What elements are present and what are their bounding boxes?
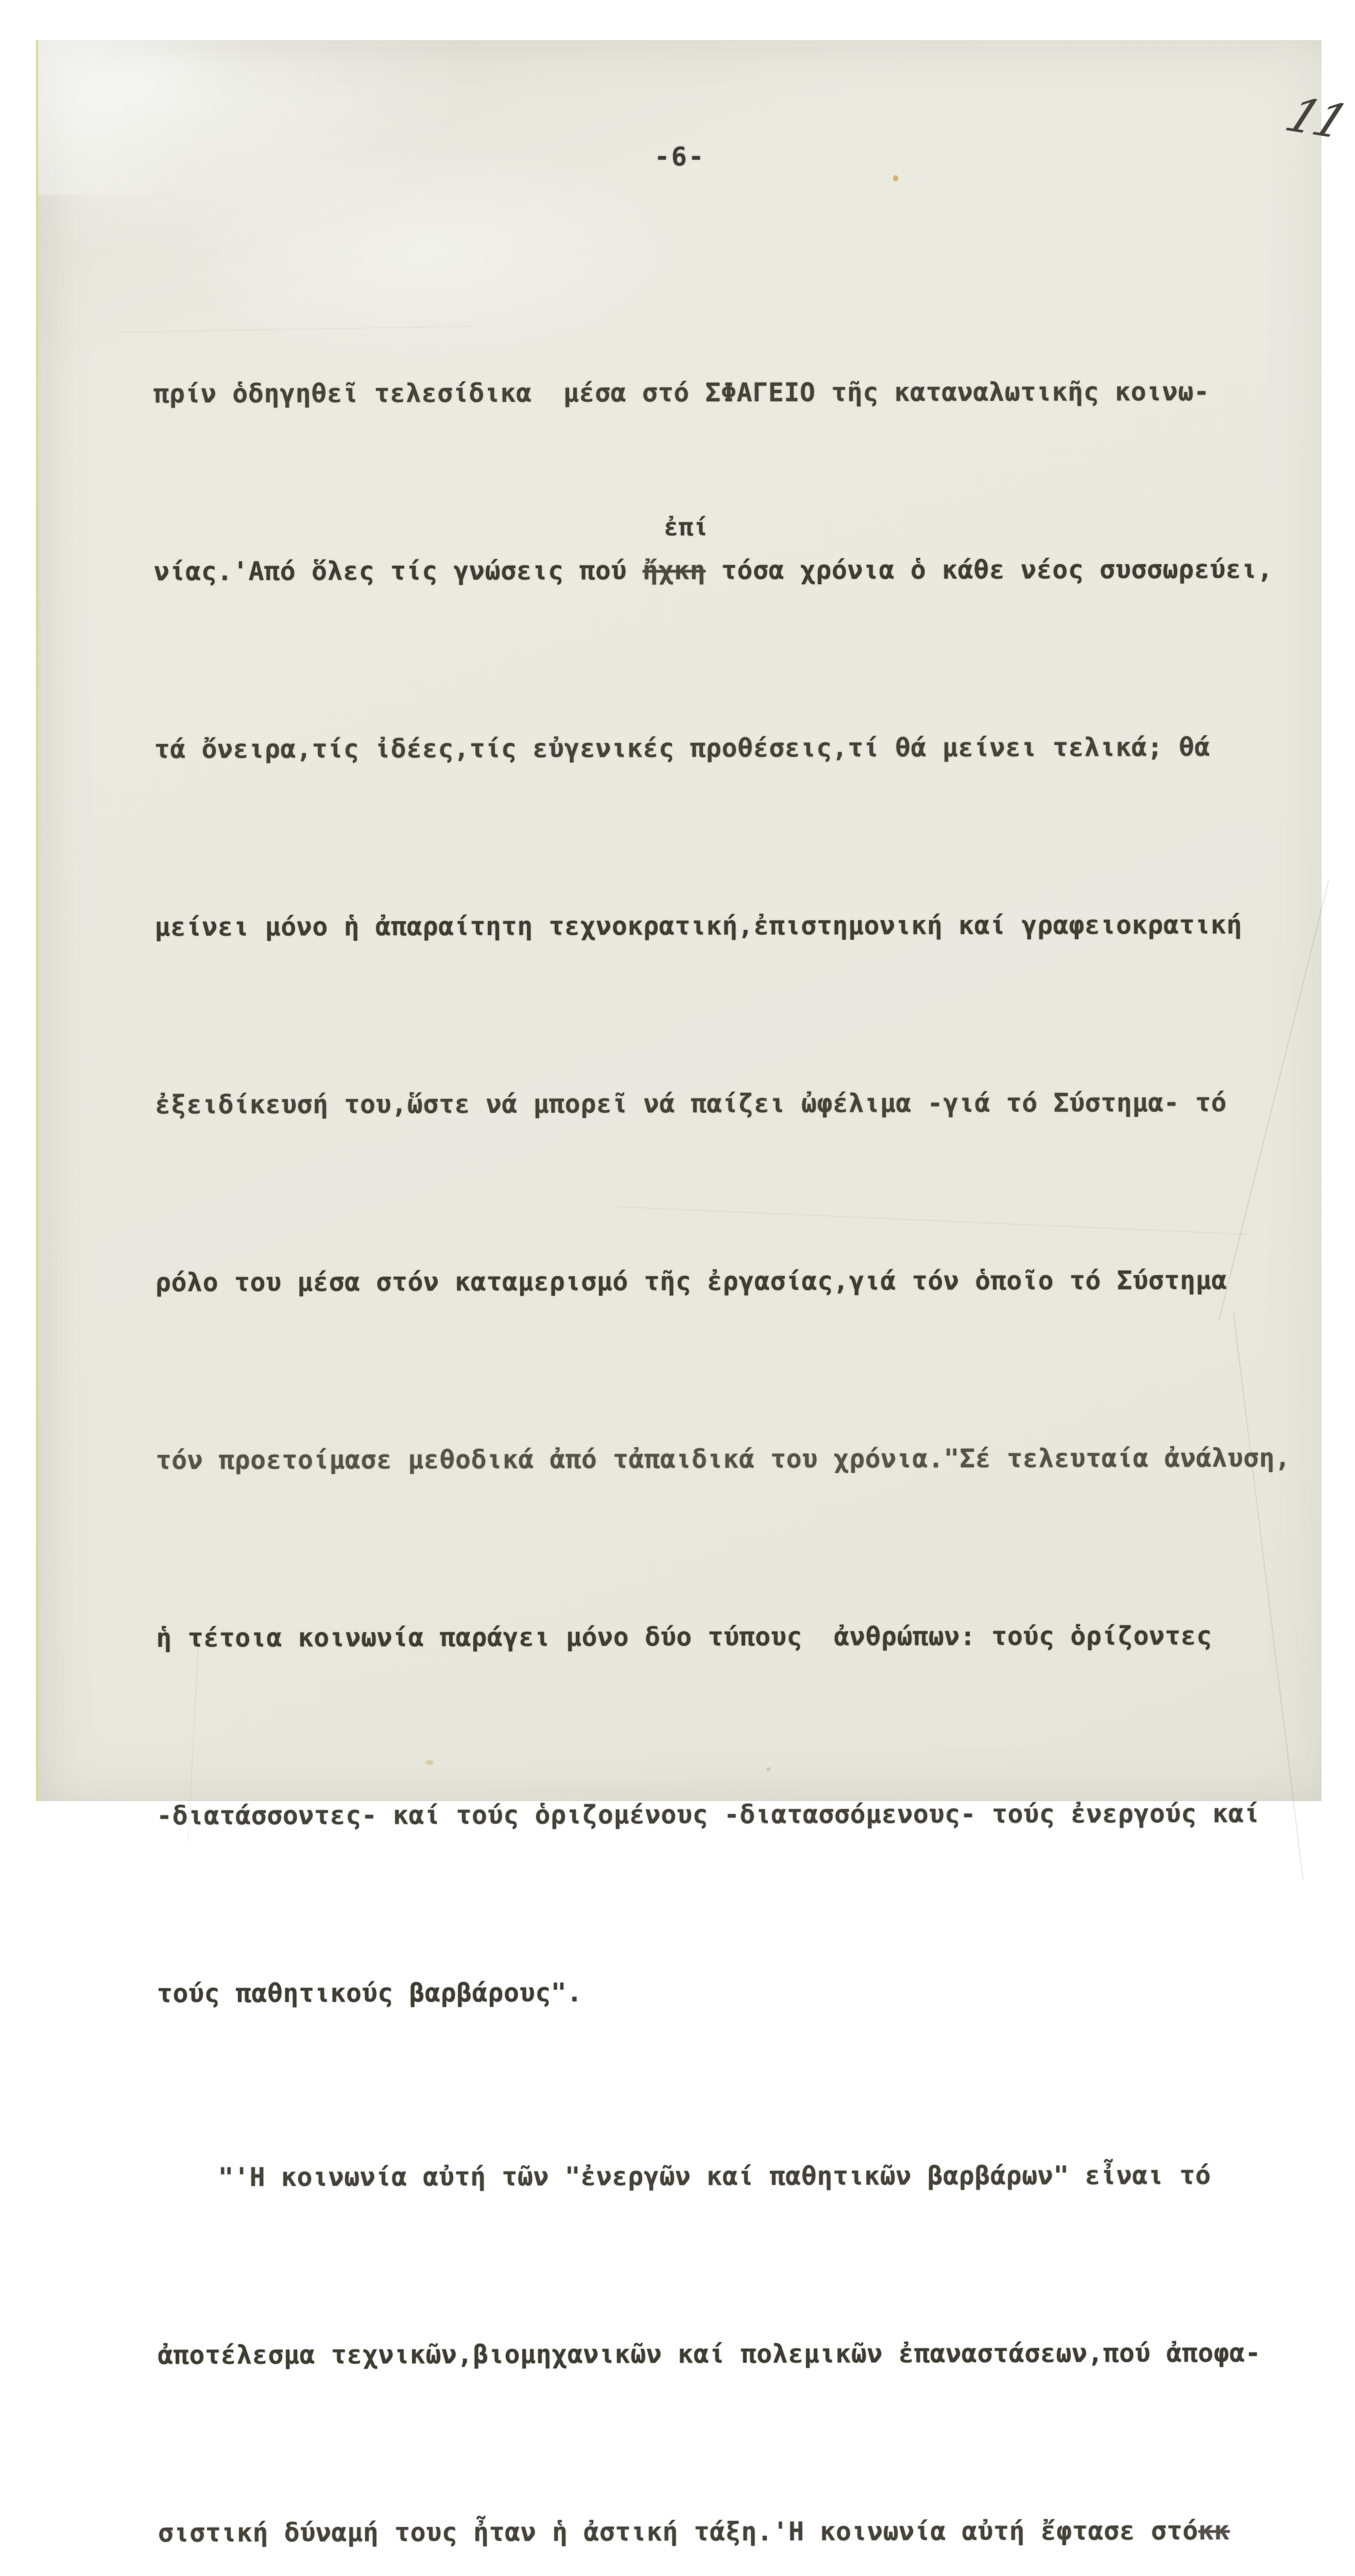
text-line — [155, 895, 1308, 957]
text-line — [158, 2324, 1311, 2385]
line-text: νίας.'Από ὅλες τίς γνώσεις πού — [153, 555, 643, 587]
text-line-with-strikeout — [158, 2501, 1312, 2563]
scanned-page — [36, 40, 1354, 2548]
line-text: τόσα χρόνια ὁ κάθε νέος συσσωρεύει, — [705, 554, 1273, 586]
text-line — [157, 1962, 1311, 2024]
text-line — [155, 718, 1308, 779]
struck-out-letters: κκ — [1198, 2515, 1230, 2546]
line-text: -διατάσσοντες- καί τούς ὁριζομένους -διατασσόμενους- τούς ἐνεργούς καί — [156, 1798, 1260, 1831]
line-text: τόν προετοίμασε μεθοδικά ἀπό τἀπαιδικά του χρόνια."Σέ τελευταία ἀνάλυση, — [156, 1443, 1291, 1476]
text-line — [156, 1429, 1309, 1490]
text-line — [153, 362, 1307, 424]
text-line — [155, 1073, 1309, 1135]
line-text: τά ὄνειρα,τίς ἰδέες,τίς εὐγενικές προθέσεις,τί θά μείνει τελικά; θά — [154, 732, 1211, 765]
line-text: σιστική δύναμή τους ἦταν ἡ ἀστική τάξη.'Η κοινωνία αὐτή ἔφτασε στό — [158, 2516, 1198, 2548]
line-text: πρίν ὁδηγηθεῖ τελεσίδικα μέσα στό ΣΦΑΓΕΙΟ τῆς καταναλωτικῆς κοινω- — [153, 377, 1210, 409]
paper-stain — [893, 175, 898, 181]
page-number: -6- — [654, 142, 706, 172]
struck-out-word: ἤχκη — [642, 555, 706, 586]
line-text: "'Η κοινωνία αὐτή τῶν "ἐνεργῶν καί παθητικῶν βαρβάρων" εἶναι τό — [218, 2160, 1211, 2193]
handwritten-page-number: 11 — [1278, 88, 1354, 149]
typed-correction — [642, 513, 709, 600]
line-text: ἡ τέτοια κοινωνία παράγει μόνο δύο τύπους ἀνθρώπων: τούς ὁρίζοντες — [156, 1621, 1212, 1653]
line-text: ἐξειδίκευσή του,ὥστε νά μπορεῖ νά παίζει ὠφέλιμα -γιά τό Σύστημα- τό — [155, 1087, 1227, 1120]
text-line — [156, 1251, 1309, 1313]
text-line-with-correction — [153, 513, 1308, 602]
line-text: μείνει μόνο ἡ ἀπαραίτητη τεχνοκρατική,ἐπιστημονική καί γραφειοκρατική — [155, 909, 1242, 942]
line-text: ρόλο του μέσα στόν καταμερισμό τῆς ἐργασίας,γιά τόν ὁποῖο τό Σύστημα — [155, 1265, 1227, 1298]
line-text: ἀποτέλεσμα τεχνικῶν,βιομηχανικῶν καί πολεμικῶν ἐπαναστάσεων,πού ἀποφα- — [158, 2337, 1261, 2370]
text-line — [157, 1784, 1310, 1846]
typewritten-text-block — [153, 244, 1317, 2576]
text-line — [156, 1606, 1310, 1668]
paragraph-start-line — [157, 2146, 1311, 2208]
inserted-word-above: ἐπί — [663, 513, 709, 542]
line-text: τούς παθητικούς βαρβάρους". — [157, 1977, 583, 2009]
